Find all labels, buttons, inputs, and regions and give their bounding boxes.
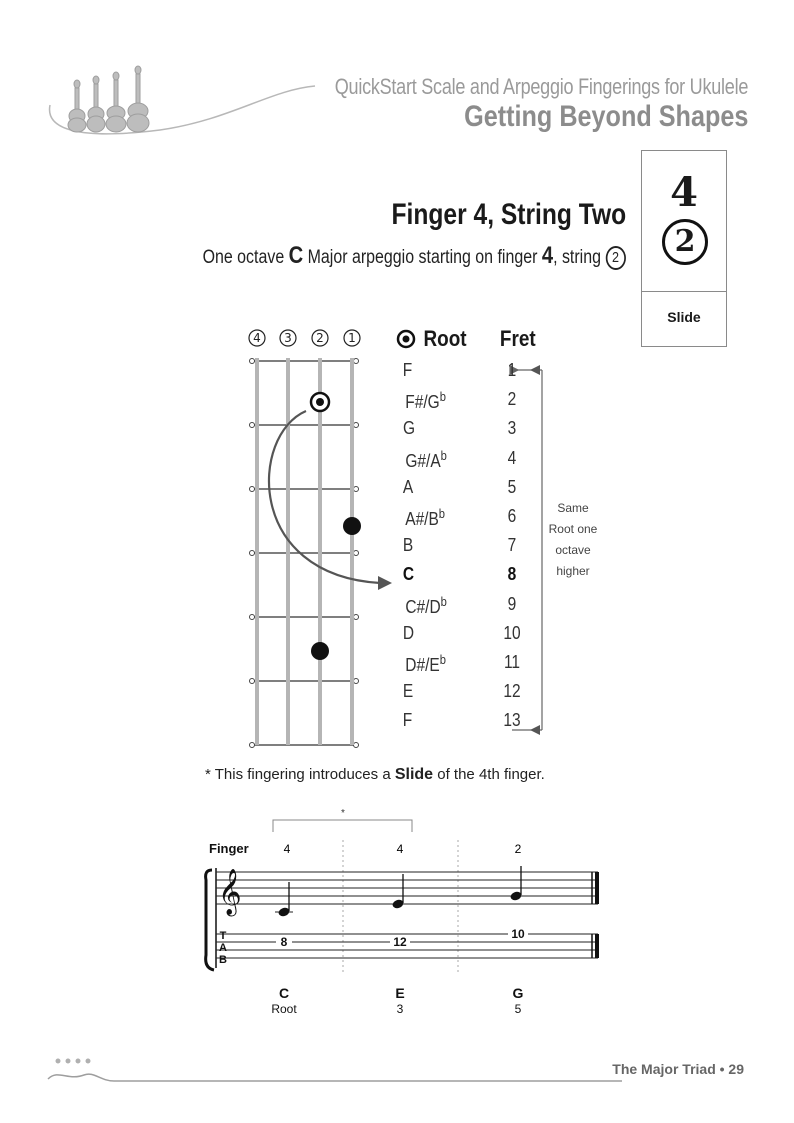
note-cell: $G\#/A^b$ (405, 447, 447, 471)
tab-letter: B (219, 954, 227, 966)
tab-fret-number: 8 (280, 935, 288, 949)
note-cell: $F\#/G^b$ (405, 389, 446, 413)
fret-cell: 13 (503, 710, 521, 731)
fret-cell: 5 (507, 476, 517, 497)
desc-key: C (289, 242, 304, 269)
fret-header: Fret (499, 326, 536, 351)
footer-ornament (44, 1055, 624, 1085)
lesson-title: Finger 4, String Two (391, 198, 626, 231)
finger-number: 4 (396, 842, 404, 856)
tab-letter: T (219, 930, 227, 942)
notation-staff (200, 800, 620, 1030)
string-label-1 (344, 330, 360, 346)
octave-note-line: Root one (548, 522, 598, 536)
note-cell: G (402, 418, 416, 439)
staff-lines (216, 872, 598, 904)
fret-cell: 3 (507, 418, 517, 439)
desc-post: , string (553, 247, 606, 268)
fret-cell: 4 (507, 447, 517, 468)
slide-arrowhead (378, 576, 392, 590)
note-degree: 3 (396, 1002, 404, 1016)
footer-page-label: The Major Triad • 29 (612, 1061, 744, 1077)
beat-separators (343, 840, 458, 975)
finger-number: 4 (283, 842, 291, 856)
header-title: Getting Beyond Shapes (463, 100, 748, 133)
fret-cell: 8 (507, 564, 517, 585)
finger-dot-string2-fret9 (311, 642, 329, 660)
header-ukulele-logo (40, 60, 320, 150)
finger-dot-string1-fret5 (343, 517, 361, 535)
fret-cell: 9 (507, 593, 517, 614)
note-cell: $D\#/E^b$ (405, 652, 446, 675)
tab-fret-number: 12 (393, 935, 407, 949)
footnote-bold: Slide (394, 766, 434, 783)
root-marker (311, 393, 329, 411)
tab-string-number: 2 (662, 219, 708, 265)
system-brace (206, 870, 214, 970)
note-name: C (278, 985, 290, 1001)
svg-text:2: 2 (316, 331, 324, 345)
tab-letter: A (219, 942, 227, 954)
finger-number: 2 (514, 842, 522, 856)
strings (257, 358, 352, 745)
root-legend-icon (396, 328, 418, 350)
finger-string-tab (641, 150, 727, 347)
finger-label: Finger (209, 841, 249, 856)
octave-note-line: octave (555, 543, 591, 557)
lesson-description (203, 242, 626, 270)
bracket-arrow-top (528, 362, 548, 382)
note-cell: D (402, 622, 415, 643)
note-e (391, 874, 404, 910)
footnote-pre: * This fingering introduces a (205, 766, 395, 783)
note-cell: A (402, 476, 414, 497)
note-name: G (512, 985, 524, 1001)
slide-arrow (269, 411, 380, 583)
svg-text:1: 1 (348, 331, 356, 345)
fret-lines (250, 359, 359, 748)
octave-note-line: higher (556, 564, 590, 578)
note-cell: F (402, 710, 413, 731)
bracket-arrow-bottom (528, 722, 548, 742)
string-label-4 (249, 330, 265, 346)
fret-cell: 10 (503, 622, 521, 643)
note-g (509, 866, 522, 902)
note-degree: 5 (514, 1002, 522, 1016)
note-cell: $C\#/D^b$ (405, 593, 447, 617)
note-cell: F (402, 360, 413, 380)
slide-bracket (273, 820, 412, 832)
note-c (275, 882, 293, 918)
fret-cell: 1 (507, 360, 517, 380)
string-label-2 (312, 330, 328, 346)
fret-cell: 6 (507, 506, 517, 526)
octave-note (548, 498, 598, 582)
tab-finger-number: 4 (670, 169, 698, 216)
footnote-post: of the 4th finger. (433, 766, 545, 783)
desc-mid: Major arpeggio starting on finger (303, 247, 543, 268)
treble-clef-icon: 𝄞 (218, 869, 242, 915)
note-cell: B (402, 535, 414, 556)
fret-cell: 7 (507, 535, 517, 556)
svg-text:3: 3 (284, 331, 292, 345)
fret-cell: 12 (503, 681, 521, 702)
footnote (205, 766, 545, 784)
svg-text:4: 4 (253, 331, 261, 345)
note-cell: $A\#/B^b$ (405, 506, 446, 529)
note-name: E (395, 985, 405, 1001)
tab-technique-label: Slide (667, 309, 701, 325)
slide-mark: * (341, 808, 345, 819)
desc-string-circle: 2 (606, 246, 626, 270)
octave-note-line: Same (557, 501, 589, 515)
root-header: Root (423, 326, 467, 351)
note-degree: Root (271, 1002, 297, 1016)
note-cell: E (402, 681, 414, 702)
desc-pre: One octave (202, 247, 290, 268)
note-cell: C (402, 564, 415, 585)
fret-cell: 2 (507, 389, 517, 410)
desc-finger: 4 (542, 242, 554, 269)
header-subtitle: QuickStart Scale and Arpeggio Fingerings for Ukulele (334, 74, 748, 99)
fret-cell: 11 (503, 652, 521, 672)
tab-fret-number: 10 (511, 927, 525, 941)
string-label-3 (280, 330, 296, 346)
